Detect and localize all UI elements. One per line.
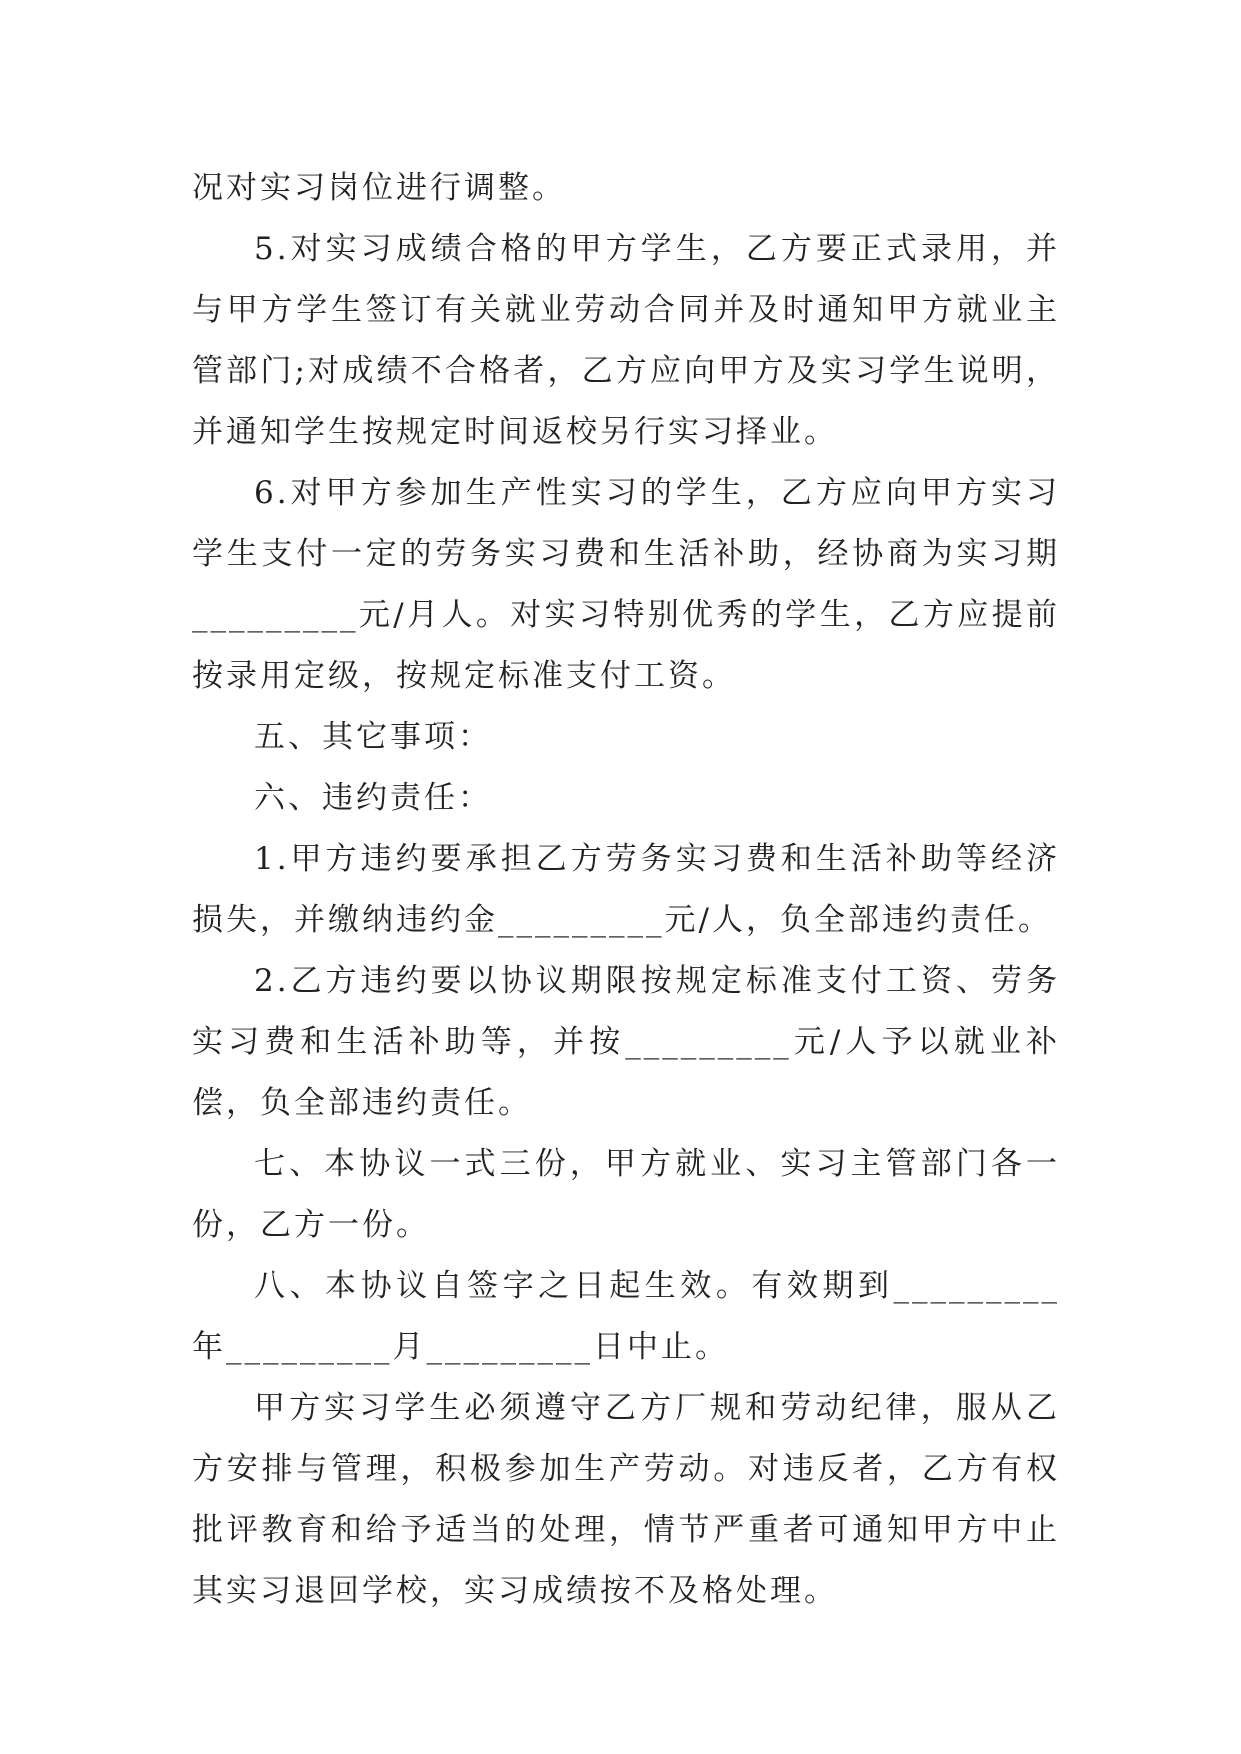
paragraph-validity: 八、本协议自签字之日起生效。有效期到_________年_________月_________日中止。 (192, 1268, 1060, 1365)
section-heading-breach-liability: 六、违约责任： (254, 780, 492, 816)
section-heading-other-matters: 五、其它事项： (254, 719, 492, 755)
paragraph-copies: 七、本协议一式三份，甲方就业、实习主管部门各一份，乙方一份。 (192, 1146, 1060, 1243)
paragraph-breach-2: 2.乙方违约要以协议期限按规定标准支付工资、劳务实习费和生活补助等，并按_________元/人予以就业补偿，负全部违约责任。 (192, 963, 1060, 1121)
paragraph-breach-1: 1.甲方违约要承担乙方劳务实习费和生活补助等经济损失，并缴纳违约金_________元/人，负全部违约责任。 (192, 841, 1060, 938)
paragraph-discipline: 甲方实习学生必须遵守乙方厂规和劳动纪律，服从乙方安排与管理，积极参加生产劳动。对违反者，乙方有权批评教育和给予适当的处理，情节严重者可通知甲方中止其实习退回学校，实习成绩按不及格处理。 (192, 1390, 1060, 1609)
paragraph-continued: 况对实习岗位进行调整。 (192, 170, 566, 206)
paragraph-item-5: 5.对实习成绩合格的甲方学生，乙方要正式录用，并与甲方学生签订有关就业劳动合同并及时通知甲方就业主管部门;对成绩不合格者，乙方应向甲方及实习学生说明，并通知学生按规定时间返校另行实习择业。 (192, 231, 1060, 450)
document-body (192, 158, 1060, 1622)
paragraph-item-6: 6.对甲方参加生产性实习的学生，乙方应向甲方实习学生支付一定的劳务实习费和生活补助，经协商为实习期_________元/月人。对实习特别优秀的学生，乙方应提前按录用定级，按规定标准支付工资。 (192, 475, 1060, 694)
